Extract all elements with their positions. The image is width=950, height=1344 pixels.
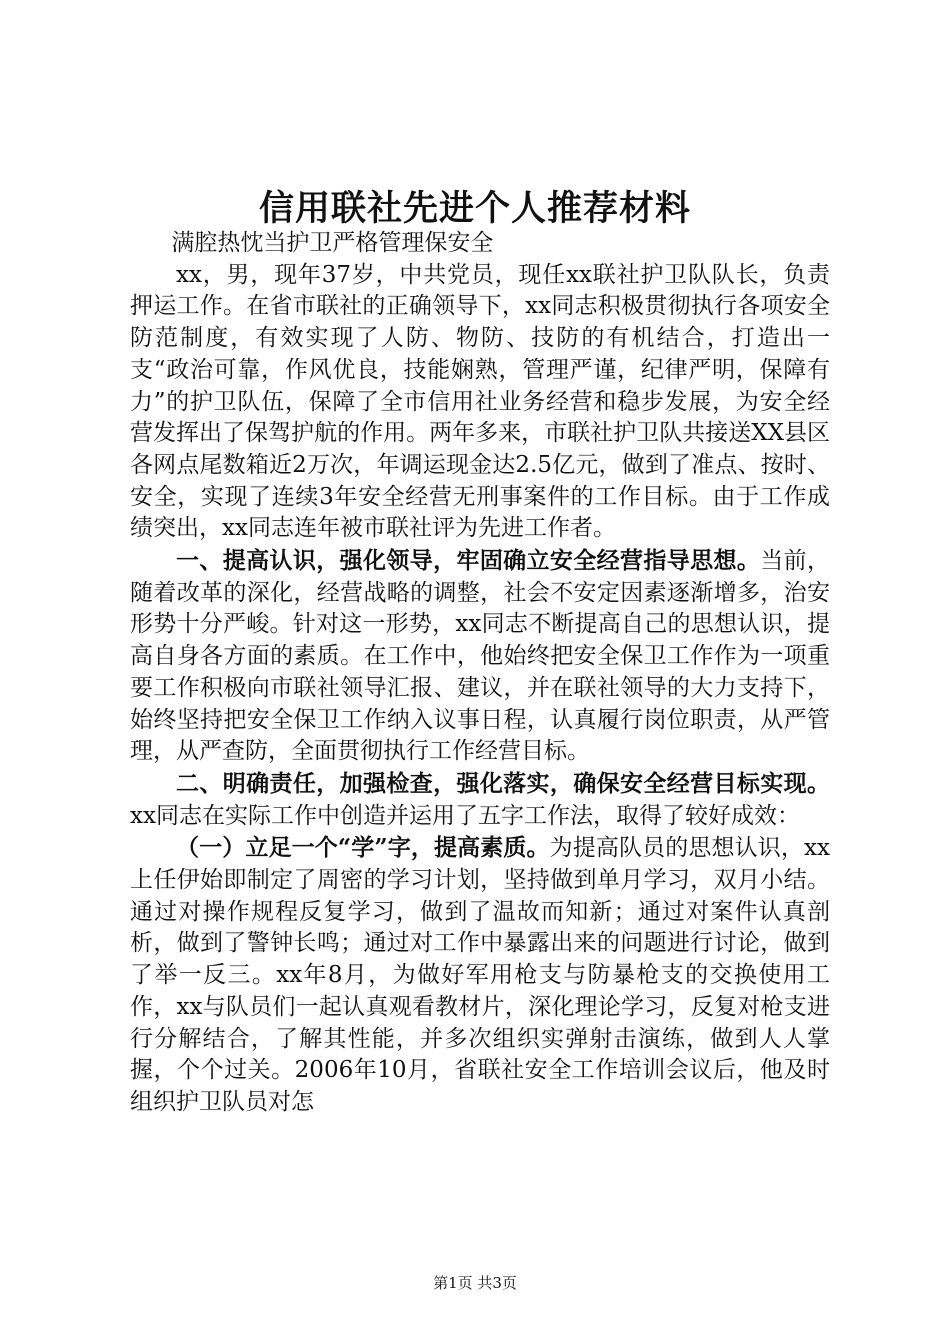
- subsection-1-paragraph: [130, 832, 830, 1118]
- page-footer: 第1页 共3页: [433, 1274, 517, 1292]
- subsection-1-text: 为提高队员的思想认识，xx上任伊始即制定了周密的学习计划，坚持做到单月学习，双月小结。通过对操作规程反复学习，做到了温故而知新；通过对案件认真剖析，做到了警钟长鸣；通过对工作中暴露出来的问题进行讨论，做到了举一反三。xx年8月，为做好军用枪支与防暴枪支的交换使用工作，xx与队员们一起认真观看教材片，深化理论学习，反复对枪支进行分解结合，了解其性能，并多次组织实弹射击演练，做到人人掌握，个个过关。2006年10月，省联社安全工作培训会议后，他及时组织护卫队员对怎: [130, 835, 830, 1115]
- section-2-text: xx同志在实际工作中创造并运用了五字工作法，取得了较好成效：: [130, 802, 800, 829]
- document-title: 信用联社先进个人推荐材料: [258, 188, 691, 229]
- section-1-paragraph: [130, 545, 830, 768]
- section-1-text: 当前，随着改革的深化，经营战略的调整，社会不安定因素逐渐增多，治安形势十分严峻。针对这一形势，xx同志不断提高自己的思想认识，提高自身各方面的素质。在工作中，他始终把安全保卫工作作为一项重要工作积极向市联社领导汇报、建议，并在联社领导的大力支持下，始终坚持把安全保卫工作纳入议事日程，认真履行岗位职责，从严管理，从严查防，全面贯彻执行工作经营目标。: [130, 548, 831, 765]
- section-1-heading: 一、提高认识，强化领导，牢固确立安全经营指导思想。: [176, 547, 761, 575]
- document-body: [130, 228, 830, 1119]
- document-subtitle: 满腔热忱当护卫严格管理保安全: [171, 230, 494, 256]
- subsection-1-heading: （一）立足一个“学”字，提高素质。: [176, 834, 550, 862]
- section-2-heading: 二、明确责任，加强检查，强化落实，确保安全经营目标实现。: [176, 769, 830, 797]
- intro-paragraph: xx，男，现年37岁，中共党员，现任xx联社护卫队队长，负责押运工作。在省市联社的正确领导下，xx同志积极贯彻执行各项安全防范制度，有效实现了人防、物防、技防的有机结合，打造出一支“政治可靠，作风优良，技能娴熟，管理严谨，纪律严明，保障有力”的护卫队伍，保障了全市信用社业务经营和稳步发展，为安全经营发挥出了保驾护航的作用。两年多来，市联社护卫队共接送XX县区各网点尾数箱近2万次，年调运现金达2.5亿元，做到了准点、按时、安全，实现了连续3年安全经营无刑事案件的工作目标。由于工作成绩突出，xx同志连年被市联社评为先进工作者。: [130, 261, 830, 542]
- section-2-paragraph: [130, 768, 830, 832]
